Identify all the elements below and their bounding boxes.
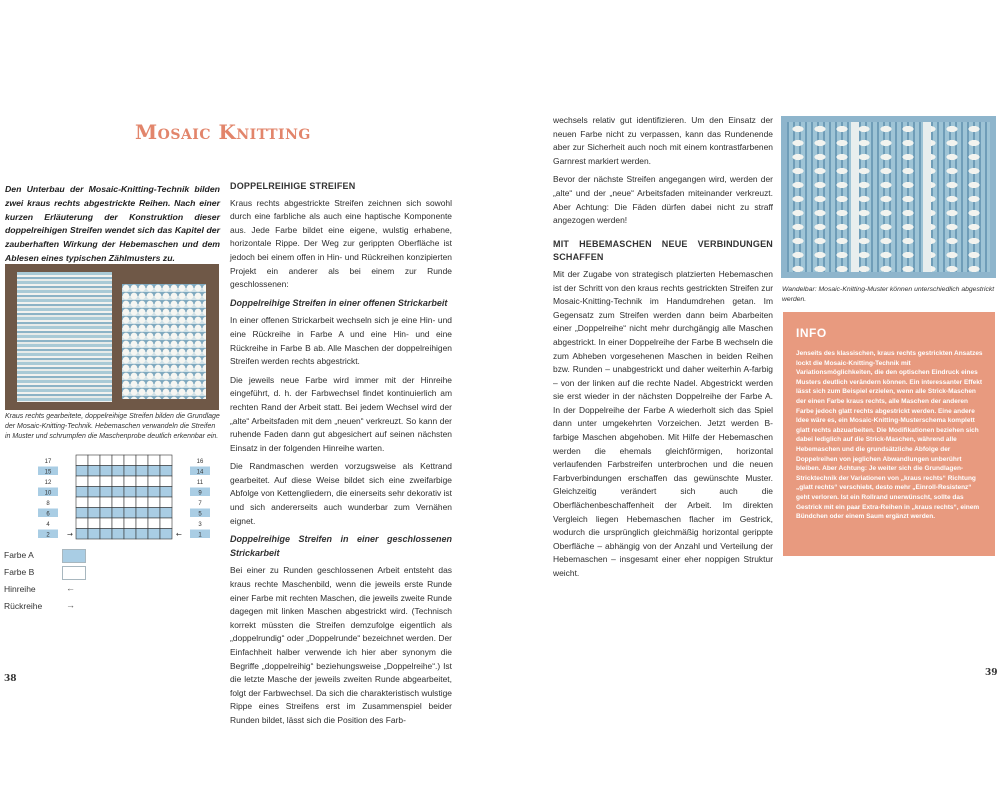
intro-text: Den Unterbau der Mosaic-Knitting-Technik bilden zwei kraus rechts abgestrickte Reihen. Nach einer kurzen Erläuterung der Konstruktion dieser doppelreihigen Streifen wendet sich das Kapitel der zauberhaften Wirkung der Hebemaschen und dem Ablesen eines typischen Zählmusters zu.: [5, 184, 220, 263]
chart-cell: [136, 466, 148, 477]
chart-cell: [148, 508, 160, 519]
row-number-left: 10: [44, 490, 52, 497]
chart-cell: [100, 508, 112, 519]
chart-cell: [124, 455, 136, 466]
paragraph: Die Randmaschen werden vorzugsweise als Kettrand gearbeitet. Auf diese Weise bildet sich eine zweifarbige Abfolge von Kettengliedern, die einerseits sehr dekorativ ist und sich andererseits auch wunderbar zum Vernähen eignet.: [230, 461, 452, 526]
chart-cell: [136, 518, 148, 529]
chart-cell: [112, 466, 124, 477]
photo-caption: Kraus rechts gearbeitete, doppelreihige Streifen bilden die Grundlage der Mosaic-Knitting-Technik. Hebemaschen verwandeln die Streifen in Muster und schrumpfen die Maschenprobe deutlich erkennbar ein.: [5, 413, 220, 440]
chart-cell: [76, 508, 88, 519]
chart-cell: [76, 529, 88, 540]
row-number-left: 4: [46, 522, 50, 528]
row-number-right: 7: [198, 501, 202, 507]
info-box: [783, 312, 995, 556]
color-a-swatch: [62, 549, 86, 563]
row-number-left: 8: [46, 501, 50, 507]
chart-cell: [148, 476, 160, 487]
arrow-left-icon: ←: [66, 583, 75, 593]
row-number-right: 1: [198, 532, 202, 539]
striped-swatch: [17, 272, 112, 402]
chart-cell: [148, 518, 160, 529]
row-number-right: 3: [198, 522, 202, 528]
chart-cell: [88, 466, 100, 477]
chart-cell: [100, 518, 112, 529]
legend-hinreihe: [4, 582, 204, 599]
chart-cell: [148, 529, 160, 540]
row-number-right: 14: [196, 469, 204, 476]
page-number-right: 39: [985, 668, 998, 678]
row-number-right: 16: [196, 459, 204, 465]
chart-cell: [124, 476, 136, 487]
row-number-left: 6: [46, 511, 50, 518]
chart-cell: [160, 455, 172, 466]
chart-cell: [136, 497, 148, 508]
page-title: Mosaic Knitting: [135, 120, 311, 144]
chart-cell: [160, 466, 172, 477]
paragraph: wechsels relativ gut identifizieren. Um den Einsatz der neuen Farbe nicht zu verpassen, kann das Rundenende aber zur Sicherheit auch noch mit einem kontrastfarbenen Garnrest markiert werden.: [553, 115, 773, 166]
chart-cell: [148, 466, 160, 477]
chart-cell: [136, 508, 148, 519]
column-2: [230, 180, 452, 733]
row-number-left: 17: [44, 459, 52, 465]
pattern-column-divider: [851, 122, 859, 272]
chart-cell: [124, 518, 136, 529]
row-number-left: 2: [46, 532, 50, 539]
legend-rueckreihe: [4, 599, 204, 616]
legend-label: Farbe B: [4, 567, 35, 577]
chart-cell: [100, 497, 112, 508]
subsection-heading: Doppelreihige Streifen in einer geschlossenen Strickarbeit: [230, 534, 452, 558]
chart-cell: [124, 508, 136, 519]
section-heading: MIT HEBEMASCHEN NEUE VERBINDUNGEN SCHAFFEN: [553, 238, 773, 263]
chart-cell: [160, 476, 172, 487]
chart-cell: [112, 518, 124, 529]
paragraph: Die jeweils neue Farbe wird immer mit der Hinreihe eingeführt, d. h. der Farbwechsel findet kontinuierlich am rechten Rand der Arbeit statt. Bei jedem Wechsel wird der „alte“ Arbeitsfaden mit dem „neuen“ verkreuzt. So kann der ruhende Faden dann gut abgesichert auf seinen nächsten Einsatz in der folgenden Hinreihe warten.: [230, 374, 452, 453]
column-3: [553, 114, 773, 586]
chart-cell: [76, 497, 88, 508]
chart-cell: [136, 487, 148, 498]
chart-cell: [88, 497, 100, 508]
row-number-right: 11: [196, 480, 204, 486]
chart-cell: [148, 497, 160, 508]
mosaic-swatch: [122, 284, 206, 399]
chart-cell: [100, 466, 112, 477]
chart-cell: [112, 487, 124, 498]
chart-cell: [112, 455, 124, 466]
legend-label: Hinreihe: [4, 584, 36, 594]
paragraph: Bevor der nächste Streifen angegangen wird, werden der „alte“ und der „neue“ Arbeitsfaden miteinander verkreuzt. Aber Achtung: Die Fäden dürfen dabei nicht zu straff angezogen werden!: [553, 174, 773, 226]
legend-label: Farbe A: [4, 550, 34, 560]
chart-cell: [136, 529, 148, 540]
photo-caption: Wandelbar: Mosaic-Knitting-Muster können unterschiedlich abgestrickt werden.: [782, 286, 995, 303]
row-number-left: 15: [44, 469, 52, 476]
chart-cell: [76, 476, 88, 487]
chart-cell: [76, 518, 88, 529]
chart-cell: [124, 487, 136, 498]
chart-cell: [88, 518, 100, 529]
chart-cell: [100, 529, 112, 540]
chart-cell: [148, 487, 160, 498]
legend-farbe-a: [4, 548, 204, 565]
section-heading: DOPPELREIHIGE STREIFEN: [230, 181, 356, 191]
arrow-right-icon: →: [66, 600, 75, 610]
chart-cell: [160, 497, 172, 508]
pattern-column-divider: [923, 122, 931, 272]
subsection-heading: Doppelreihige Streifen in einer offenen Strickarbeit: [230, 297, 448, 308]
chart-cell: [112, 476, 124, 487]
arrow-right-icon: →: [67, 530, 73, 539]
chart-cell: [100, 487, 112, 498]
chart-cell: [112, 497, 124, 508]
chart-cell: [88, 476, 100, 487]
info-body: Jenseits des klassischen, kraus rechts gestrickten Ansatzes lockt die Mosaic-Knitting-Technik mit Variationsmöglichkeiten, die den optischen Eindruck eines Musters deutlich verändern können. Ein interessanter Effekt lässt sich zum Beispiel erzielen, wenn alle Strick-Maschen der einen Farbe kraus rechts, alle Maschen der anderen Farbe jedoch glatt rechts abgestrickt werden. Eine andere Idee wäre es, ein Mosaic-Knitting-Musterschema komplett glatt rechts abzuarbeiten. Die Modifikationen beziehen sich dabei lediglich auf die Strick-Maschen, während alle Hebemaschen und die grundsätzliche Abfolge der Doppelreihen von jeglichen Abwandlungen unberührt bleiben. Aber Achtung: Je weiter sich die Grundlagen-Stricktechnik der Variationen von „kraus rechts“ Richtung „glatt rechts“ verschiebt, desto mehr „Einroll-Resistenz“ geht verloren. Ist ein Rollrand unerwünscht, sollte das Gestrick mit ein paar Extra-Reihen in „kraus rechts“, einem Bündchen oder einem Saum ergänzt werden.: [796, 350, 983, 521]
chart-legend: [4, 548, 204, 616]
paragraph: Bei einer zu Runden geschlossenen Arbeit entsteht das kraus rechte Maschenbild, wenn die jeweils erste Runde einer Farbe mit rechten Maschen, die jeweils zweite Runde dagegen mit linken Maschen abgestrickt wird. (Technisch korrekt müssten die Streifen demzufolge eigentlich als „doppelrundig“ oder „Doppelrunde“ bezeichnet werden. Der Einfachheit halber verwende ich hier aber synonym die Begriffe „doppelreihig“ beziehungsweise „Doppelreihe“.) Ist die letzte Masche der jeweils zweiten Runde abgearbeitet, folgt der Farbwechsel. Da sich die charakteristisch wulstige Rippe eines Streifens erst im Zusammenspiel beider Runden bildet, lässt sich die Position des Farb-: [230, 565, 452, 725]
photo-knit-swatches: [5, 264, 219, 410]
arrow-left-icon: ←: [176, 530, 182, 539]
chart-cell: [100, 455, 112, 466]
row-number-right: 5: [198, 511, 202, 518]
paragraph: In einer offenen Strickarbeit wechseln sich je eine Hin- und eine Rückreihe in Farbe A und eine Hin- und eine Rückreihe in Farbe B ab. Alle Maschen der doppelreihigen Streifen werden rechts abgestrickt.: [230, 315, 452, 367]
chart-cell: [88, 455, 100, 466]
mosaic-pattern-texture: [787, 122, 990, 272]
chart-cell: [88, 487, 100, 498]
info-heading: INFO: [796, 326, 827, 340]
chart-cell: [112, 529, 124, 540]
row-number-left: 12: [44, 480, 52, 486]
row-number-right: 9: [198, 490, 202, 497]
chart-cell: [88, 508, 100, 519]
chart-cell: [124, 497, 136, 508]
chart-cell: [124, 466, 136, 477]
photo-mosaic-pattern: [781, 116, 996, 278]
chart-cell: [100, 476, 112, 487]
chart-cell: [76, 466, 88, 477]
chart-cell: [76, 487, 88, 498]
knitting-chart: [4, 452, 204, 542]
chart-cell: [160, 508, 172, 519]
paragraph: Kraus rechts abgestrickte Streifen zeichnen sich sowohl durch eine farbliche als auch eine haptische Komponente aus. Jede Farbe bildet eine eigene, wulstig erhabene, horizontale Rippe. Der Weg zur gerippten Oberfläche ist jedoch bei einem offen in Hin- und Rückreihen konzipierten Projekt ein anderer als bei einem zur Runde geschlossenen:: [230, 197, 452, 290]
chart-cell: [160, 518, 172, 529]
chart-cell: [136, 455, 148, 466]
color-b-swatch: [62, 566, 86, 580]
page-number-left: 38: [4, 674, 17, 684]
legend-label: Rückreihe: [4, 601, 43, 611]
chart-cell: [76, 455, 88, 466]
chart-cell: [136, 476, 148, 487]
chart-cell: [160, 487, 172, 498]
legend-farbe-b: [4, 565, 204, 582]
chart-cell: [160, 529, 172, 540]
paragraph: Mit der Zugabe von strategisch platzierten Hebemaschen ist der Schritt von den kraus rechts gestrickten Streifen zur Mosaic-Knitting-Technik im Handumdrehen getan. Im Gegensatz zum Streifen werden dann beim Abarbeiten einer „Doppelreihe“ nicht mehr durchgängig alle Maschen abgestrickt. In einer Doppelreihe der Farbe B wechseln die zum Abheben vorgesehenen Maschen in beiden Reihen bzw. Runden – unabgestrickt und daher weiterhin A-farbig – von der linken auf die rechte Nadel. Abgestrickt werden sie erst wieder in der nächsten Doppelreihe der Farbe A. In der Doppelreihe der Farbe A wiederholt sich das Spiel dann unter umgekehrten Vorzeichen. Jetzt werden B-farbige Maschen abgehoben. Mit Hilfe der Hebemaschen werden die ehemals gleichförmigen, horizontal verlaufenden Farbstreifen unterbrochen und die neuen Farbverbindungen erschaffen das gewünschte Muster. Gleichzeitig verändert sich auch die Oberflächenbeschaffenheit der Arbeit. Im direkten Vergleich liegen Hebemaschen flacher im Gestrick, wodurch die ursprünglich gleichmäßig horizontal gerippte Oberfläche – abhängig von der Anzahl und Verteilung der Hebemaschen – insgesamt einer eher noppigen Struktur weicht.: [553, 268, 773, 578]
chart-cell: [112, 508, 124, 519]
chart-cell: [124, 529, 136, 540]
chart-cell: [148, 455, 160, 466]
chart-cell: [88, 529, 100, 540]
